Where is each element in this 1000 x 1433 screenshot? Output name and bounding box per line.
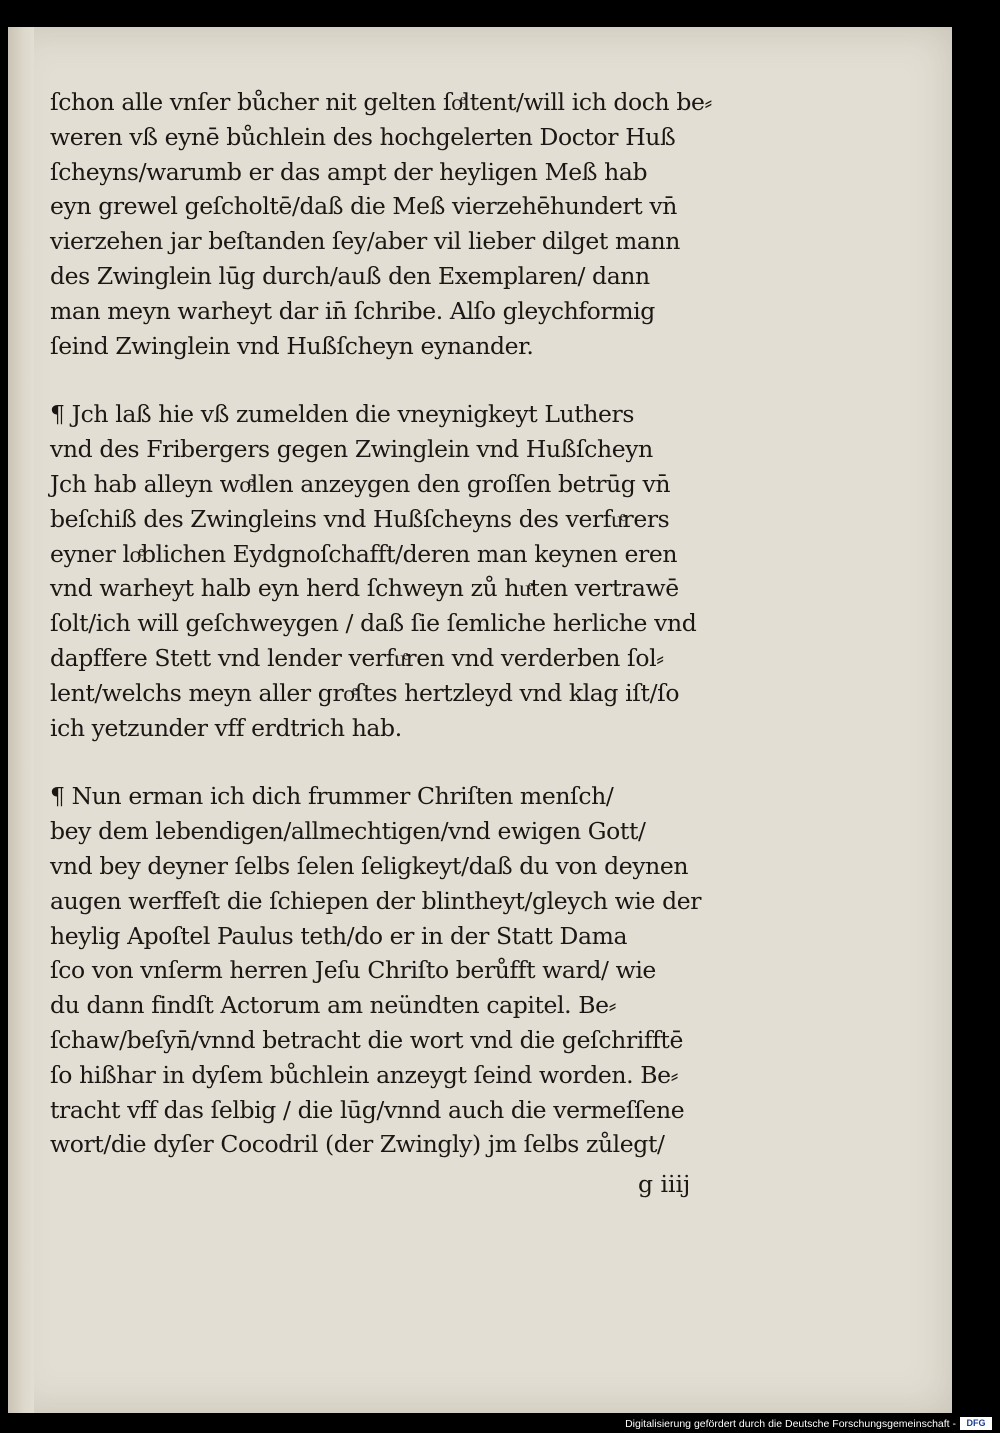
dfg-logo[interactable]: DFG bbox=[960, 1417, 992, 1430]
text-line: ſchaw/beſyn̄/vnnd betracht die wort vnd die geſchrifftē bbox=[50, 1025, 683, 1054]
text-line: des Zwinglein lūg durch/auß den Exemplaren/ dann bbox=[50, 261, 650, 290]
text-line: augen werffeſt die ſchiepen der blintheyt/gleych wie der bbox=[50, 886, 702, 915]
text-line: ſcheyns/warumb er das ampt der heyligen Meß hab bbox=[50, 157, 648, 186]
text-line: tracht vff das ſelbig / die lūg/vnnd auch die vermeſſene bbox=[50, 1095, 685, 1124]
paragraph-2 bbox=[50, 397, 790, 745]
text-line: ich yetzunder vff erdtrich hab. bbox=[50, 713, 402, 742]
text-line: dapffere Stett vnd lender verfuͤren vnd verderben ſol⸗ bbox=[50, 643, 664, 672]
text-line: ¶ Jch laß hie vß zumelden die vneynigkeyt Luthers bbox=[50, 400, 635, 429]
text-line: ſolt/ich will geſchweygen / daß ſie ſemliche herliche vnd bbox=[50, 609, 697, 638]
paragraph-gap bbox=[50, 363, 790, 397]
text-line: ſeind Zwinglein vnd Hußſcheyn eynander. bbox=[50, 331, 534, 360]
text-line: vnd bey deyner ſelbs ſelen ſeligkeyt/daß du von deynen bbox=[50, 851, 689, 880]
text-line: heylig Apoſtel Paulus teth/do er in der Statt Dama bbox=[50, 921, 628, 950]
scanned-page bbox=[8, 27, 952, 1413]
signature-mark: g iiij bbox=[638, 1170, 691, 1198]
text-line: ſo hißhar in dyſem bůchlein anzeygt ſeind worden. Be⸗ bbox=[50, 1060, 679, 1089]
text-line: eyn grewel geſcholtē/daß die Meß vierzehēhundert vn̄ bbox=[50, 192, 677, 221]
text-line: bey dem lebendigen/allmechtigen/vnd ewigen Gott/ bbox=[50, 817, 646, 846]
text-line: weren vß eynē bůchlein des hochgelerten Doctor Huß bbox=[50, 122, 676, 151]
text-line: Jch hab alleyn woͤllen anzeygen den groſſen betrūg vn̄ bbox=[50, 469, 671, 498]
text-line: du dann findſt Actorum am neündten capitel. Be⸗ bbox=[50, 991, 617, 1020]
text-line: beſchiß des Zwingleins vnd Hußſcheyns des verfuͤrers bbox=[50, 504, 670, 533]
paragraph-1 bbox=[50, 85, 790, 363]
text-line: wort/die dyſer Cocodril (der Zwingly) jm ſelbs zůlegt/ bbox=[50, 1130, 665, 1159]
paragraph-3 bbox=[50, 779, 790, 1162]
text-line: vnd warheyt halb eyn herd ſchweyn zů huͤten vertrawē bbox=[50, 574, 679, 603]
text-line: ſchon alle vnſer bůcher nit gelten ſoͤltent/will ich doch be⸗ bbox=[50, 88, 712, 116]
text-line: vnd des Fribergers gegen Zwinglein vnd Hußſcheyn bbox=[50, 435, 653, 464]
body-text bbox=[50, 85, 790, 1162]
text-line: eyner loͤblichen Eydgnoſchafft/deren man keynen eren bbox=[50, 539, 678, 568]
text-line: man meyn warheyt dar in̄ ſchribe. Alſo gleychformig bbox=[50, 296, 655, 325]
text-line: ſco von vnſerm herren Jeſu Chriſto berůfft ward/ wie bbox=[50, 956, 656, 985]
footer-credit: Digitalisierung gefördert durch die Deutsche Forschungsgemeinschaft - bbox=[625, 1418, 956, 1430]
text-line: ¶ Nun erman ich dich frummer Chriſten menſch/ bbox=[50, 782, 614, 811]
text-line: lent/welchs meyn aller groͤſtes hertzleyd vnd klag iſt/ſo bbox=[50, 678, 680, 707]
paragraph-gap bbox=[50, 745, 790, 779]
text-line: vierzehen jar beſtanden ſey/aber vil lieber dilget mann bbox=[50, 227, 680, 256]
footer-bar bbox=[0, 1413, 1000, 1433]
page-binding-edge bbox=[8, 27, 34, 1413]
